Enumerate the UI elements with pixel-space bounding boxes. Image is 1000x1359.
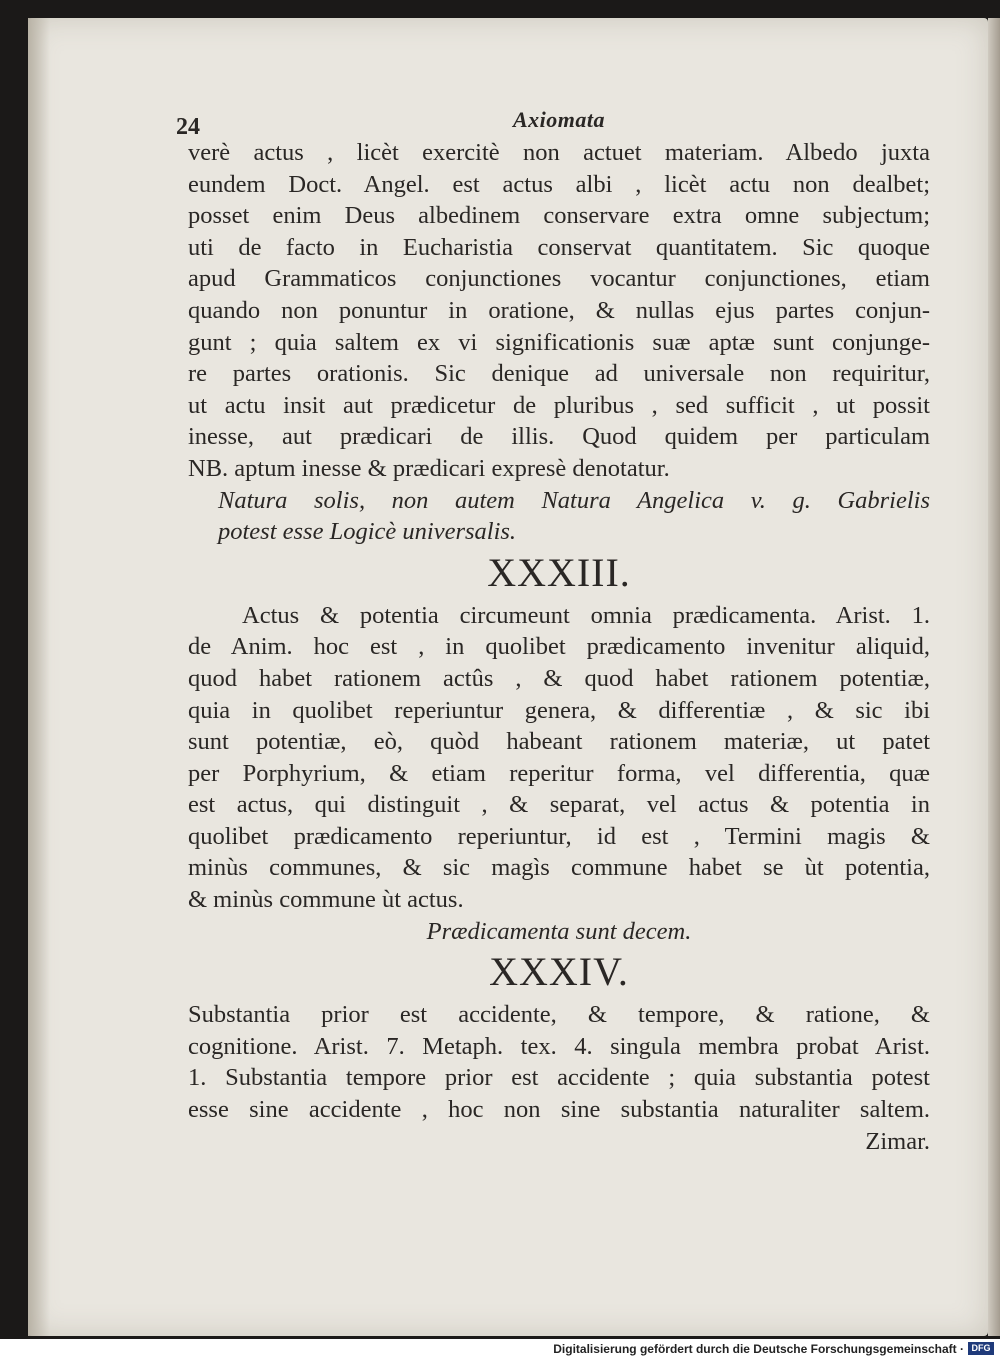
text-line: quolibet prædicamento reperiuntur, id est , Termini magis & [188, 822, 930, 850]
page-header [176, 104, 930, 140]
section-33-closing: Prædicamenta sunt decem. [426, 917, 692, 945]
corollary-line: potest esse Logicè universalis. [218, 518, 517, 546]
text-line: cognitione. Arist. 7. Metaph. tex. 4. singula membra probat Arist. [188, 1032, 930, 1060]
text-line: NB. aptum inesse & prædicari expresè denotatur. [188, 454, 670, 482]
text-line: gunt ; quia saltem ex vi significationis suæ aptæ sunt conjunge- [188, 328, 930, 356]
running-head: Axiomata [512, 107, 605, 132]
text-line: & minùs commune ùt actus. [188, 886, 464, 914]
corollary-line: Natura solis, non autem Natura Angelica v. g. Gabrielis [218, 486, 930, 514]
text-line: uti de facto in Eucharistia conservat quantitatem. Sic quoque [188, 233, 930, 261]
text-line: de Anim. hoc est , in quolibet prædicamento invenitur aliquid, [188, 633, 930, 661]
text-line: quando non ponuntur in oratione, & nullas ejus partes conjun- [188, 296, 930, 324]
section-34-body [188, 999, 930, 1157]
section-number-34: XXXIV. [489, 949, 629, 995]
page-number: 24 [176, 114, 200, 140]
axiom-line: Substantia prior est accidente, & tempore, & ratione, & [188, 1001, 930, 1029]
text-line: sunt potentiæ, eò, quòd habeant rationem materiæ, ut patet [188, 728, 930, 756]
text-line: 1. Substantia tempore prior est accidente ; quia substantia potest [188, 1064, 930, 1092]
text-line: per Porphyrium, & etiam reperitur forma, vel differentia, quæ [188, 759, 930, 787]
text-line: ut actu insit aut prædicetur de pluribus , sed sufficit , ut possit [188, 391, 930, 419]
text-line: re partes orationis. Sic denique ad universale non requiritur, [188, 360, 930, 388]
paragraph-continued [188, 137, 930, 485]
text-line: est actus, qui distinguit , & separat, vel actus & potentia in [188, 791, 930, 819]
text-line: quod habet rationem actûs , & quod habet rationem potentiæ, [188, 664, 930, 692]
page-edge [988, 18, 1000, 1336]
section-number-33: XXXIII. [487, 549, 631, 595]
section-33-body [188, 600, 930, 948]
text-line: eundem Doct. Angel. est actus albi , licèt actu non dealbet; [188, 170, 930, 198]
axiom-line: Actus & potentia circumeunt omnia prædicamenta. Arist. 1. [242, 601, 930, 629]
catchword: Zimar. [865, 1127, 930, 1155]
page-text [176, 104, 930, 1157]
page-gutter-shadow [28, 18, 50, 1336]
dfg-logo: DFG [968, 1342, 994, 1355]
text-line: minùs communes, & sic magìs commune habet se ùt potentia, [188, 854, 930, 882]
text-line: esse sine accidente , hoc non sine substantia naturaliter saltem. [188, 1096, 930, 1124]
text-line: posset enim Deus albedinem conservare extra omne subjectum; [188, 202, 930, 230]
text-line: inesse, aut prædicari de illis. Quod quidem per particulam [188, 423, 930, 451]
text-line: apud Grammaticos conjunctiones vocantur conjunctiones, etiam [188, 265, 930, 293]
digitization-footer [0, 1339, 1000, 1359]
corollary [188, 485, 930, 548]
footer-credit: Digitalisierung gefördert durch die Deutsche Forschungsgemeinschaft · [553, 1342, 964, 1356]
text-line: verè actus , licèt exercitè non actuet materiam. Albedo juxta [188, 139, 930, 166]
text-line: quia in quolibet reperiuntur genera, & differentiæ , & sic ibi [188, 696, 930, 724]
